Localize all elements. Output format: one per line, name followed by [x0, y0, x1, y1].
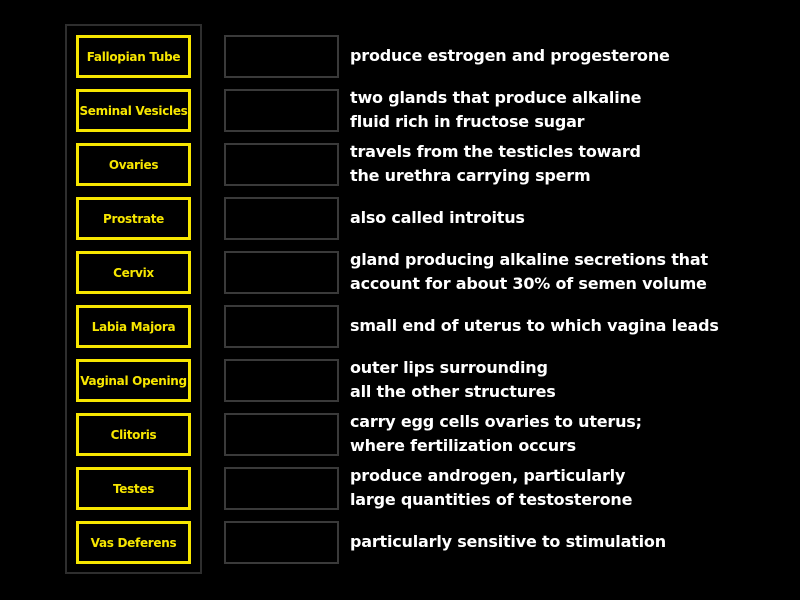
answer-tile[interactable]: Labia Majora: [76, 305, 191, 348]
answer-tile[interactable]: Ovaries: [76, 143, 191, 186]
drop-slot[interactable]: [224, 359, 339, 402]
answer-tile[interactable]: Prostrate: [76, 197, 191, 240]
drop-slot[interactable]: [224, 521, 339, 564]
description-text: particularly sensitive to stimulation: [350, 532, 666, 551]
answer-tile[interactable]: Testes: [76, 467, 191, 510]
drop-slot[interactable]: [224, 467, 339, 510]
description-text: produce androgen, particularly large quantities of testosterone: [350, 466, 633, 509]
description-text: also called introitus: [350, 208, 525, 227]
answer-tile[interactable]: Cervix: [76, 251, 191, 294]
description-text: travels from the testicles toward the urethra carrying sperm: [350, 142, 641, 185]
drop-slot[interactable]: [224, 35, 339, 78]
drop-slot[interactable]: [224, 305, 339, 348]
drop-slot[interactable]: [224, 89, 339, 132]
description-text: two glands that produce alkaline fluid rich in fructose sugar: [350, 88, 642, 131]
description-text: produce estrogen and progesterone: [350, 46, 670, 65]
drop-slot[interactable]: [224, 143, 339, 186]
drop-slot[interactable]: [224, 197, 339, 240]
answer-tile[interactable]: Seminal Vesicles: [76, 89, 191, 132]
answer-tile[interactable]: Clitoris: [76, 413, 191, 456]
drop-slot[interactable]: [224, 251, 339, 294]
description-text: carry egg cells ovaries to uterus; where fertilization occurs: [350, 412, 642, 455]
drop-slot[interactable]: [224, 413, 339, 456]
answer-tile[interactable]: Vas Deferens: [76, 521, 191, 564]
description-text: small end of uterus to which vagina leads: [350, 316, 719, 335]
description-text: gland producing alkaline secretions that account for about 30% of semen volume: [350, 250, 708, 293]
description-text: outer lips surrounding all the other structures: [350, 358, 556, 401]
answer-tile[interactable]: Fallopian Tube: [76, 35, 191, 78]
answer-tile[interactable]: Vaginal Opening: [76, 359, 191, 402]
